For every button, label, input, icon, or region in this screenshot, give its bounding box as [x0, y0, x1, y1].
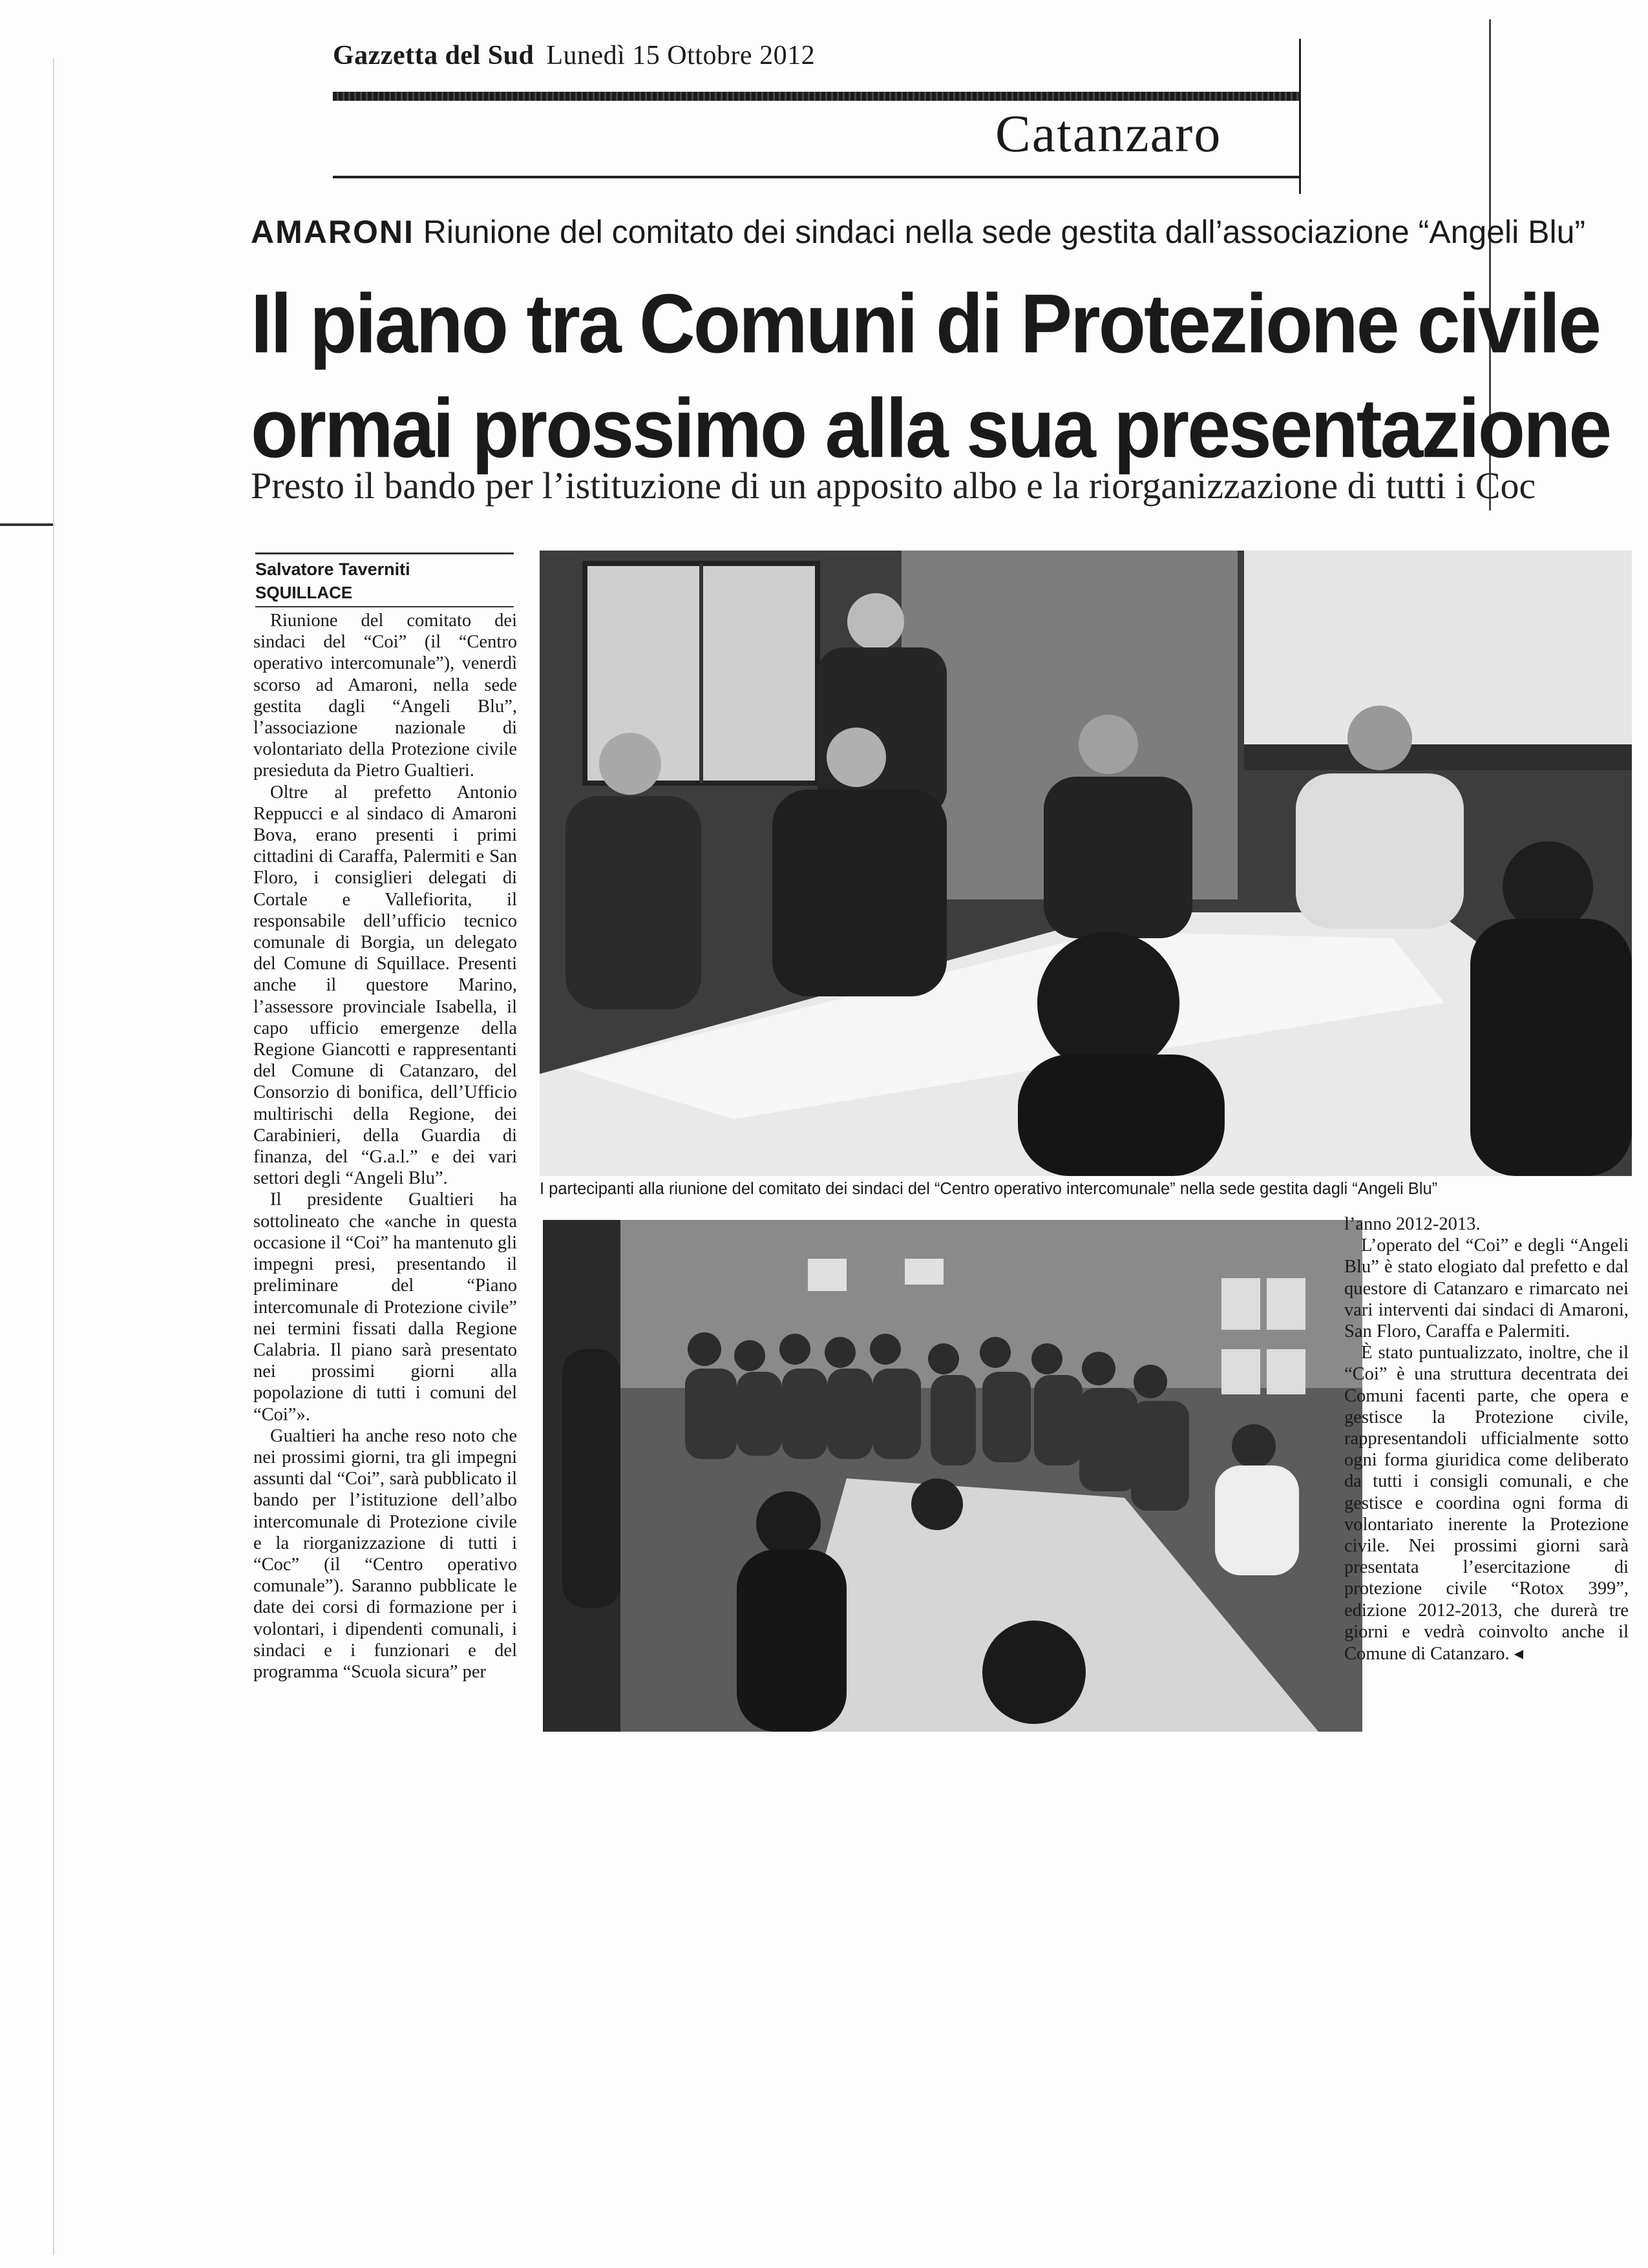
meeting-photo-table [540, 551, 1632, 1176]
masthead-side-rule [1299, 39, 1301, 194]
byline-rule-bottom [255, 606, 514, 607]
meeting-photo-audience-image [543, 1220, 1362, 1732]
kicker-text: Riunione del comitato dei sindaci nella sede gestita dall’associazione “Angeli Blu” [423, 214, 1586, 250]
paragraph: Gualtieri ha anche reso noto che nei prossimi giorni, tra gli impegni assunti dal “Coi”, sarà pubblicato il bando per l’istituzione dell’albo intercomunale di Protezione civile e la riorganizzazione di tutti i “Coc” (il “Centro operativo comunale”). Saranno pubblicate le date dei corsi di formazione per i volontari, i dipendenti comunali, i sindaci e i funzionari e del programma “Scuola sicura” per [253, 1425, 517, 1682]
kicker [251, 213, 1585, 251]
end-of-article-mark: ◂ [1514, 1643, 1524, 1664]
author: Salvatore Taverniti [255, 560, 410, 579]
headline-line-1: Il piano tra Comuni di Protezione civile [251, 277, 1600, 371]
masthead-rule [333, 92, 1299, 101]
photo-caption: I partecipanti alla riunione del comitato dei sindaci del “Centro operativo intercomunale” nella sede gestita dagli “Angeli Blu” [540, 1180, 1438, 1198]
scan-edge-mark [0, 523, 53, 526]
paragraph: Il presidente Gualtieri ha sottolineato che «anche in questa occasione il “Coi” ha mantenuto gli impegni presi, presentando il preliminare del “Piano intercomunale di Protezione civile” nei termini fissati dalla Regione Calabria. Il piano sarà presentato nei prossimi giorni alla popolazione di tutti i comuni del “Coi”». [253, 1190, 517, 1425]
headline-line-2: ormai prossimo alla sua presentazione [251, 381, 1611, 476]
masthead [333, 40, 815, 71]
section-rule [333, 176, 1299, 178]
subheadline: Presto il bando per l’istituzione di un apposito albo e la riorganizzazione di tutti i Coc [251, 465, 1536, 507]
kicker-tag: AMARONI [251, 214, 414, 250]
paragraph: l’anno 2012-2013. [1344, 1214, 1481, 1234]
paragraph: L’operato del “Coi” e degli “Angeli Blu” è stato elogiato dal prefetto e dal questore di Catanzaro e rimarcato nei vari interventi dai sindaci di Amaroni, San Floro, Caraffa e Palermiti. [1344, 1235, 1629, 1342]
article-column-right [1344, 1213, 1629, 1730]
section-title: Catanzaro [995, 104, 1222, 163]
byline-rule [255, 552, 514, 554]
paper-name: Gazzetta del Sud [333, 41, 534, 70]
paragraph-text: È stato puntualizzato, inoltre, che il “Coi” è una struttura decentrata dei Comuni facenti parte, che opera e gestisce la Protezione civile, rappresentandoli ufficialmente sotto ogni forma giuridica come deliberato da tutti i consigli comunali, e che gestisce e coordina ogni forma di volontariato inerente la Protezione civile. Nei prossimi giorni sarà presentata l’esercitazione di protezione civile “Rotox 399”, edizione 2012-2013, che durerà tre giorni e vedrà coinvolto anche il Comune di Catanzaro. [1344, 1343, 1629, 1664]
meeting-photo-table-image [540, 551, 1632, 1176]
paragraph [1344, 1342, 1629, 1664]
paragraph: Riunione del comitato dei sindaci del “Coi” (il “Centro operativo intercomunale”), venerdì scorso ad Amaroni, nella sede gestita dagli “Angeli Blu”, l’associazione nazionale di volontariato della Protezione civile presieduta da Pietro Gualtieri. [253, 611, 517, 781]
meeting-photo-audience [543, 1220, 1362, 1732]
article-column-left [253, 610, 517, 1683]
paragraph: Oltre al prefetto Antonio Reppucci e al sindaco di Amaroni Bova, erano presenti i primi cittadini di Caraffa, Palermiti e San Floro, i consiglieri delegati di Cortale e Vallefiorita, il responsabile dell’ufficio tecnico comunale di Borgia, un delegato del Comune di Squillace. Presenti anche il questore Marino, l’assessore provinciale Isabella, il capo ufficio emergenze della Regione Giancotti e rappresentanti del Comune di Catanzaro, del Consorzio di bonifica, dell’Ufficio multirischi della Regione, dei Carabinieri, della Guardia di finanza, del “G.a.l.” e dei vari settori degli “Angeli Blu”. [253, 782, 517, 1189]
headline [251, 271, 1640, 481]
scan-border [53, 58, 54, 2255]
dateline-place: SQUILLACE [255, 583, 353, 602]
issue-date: Lunedì 15 Ottobre 2012 [546, 41, 816, 70]
